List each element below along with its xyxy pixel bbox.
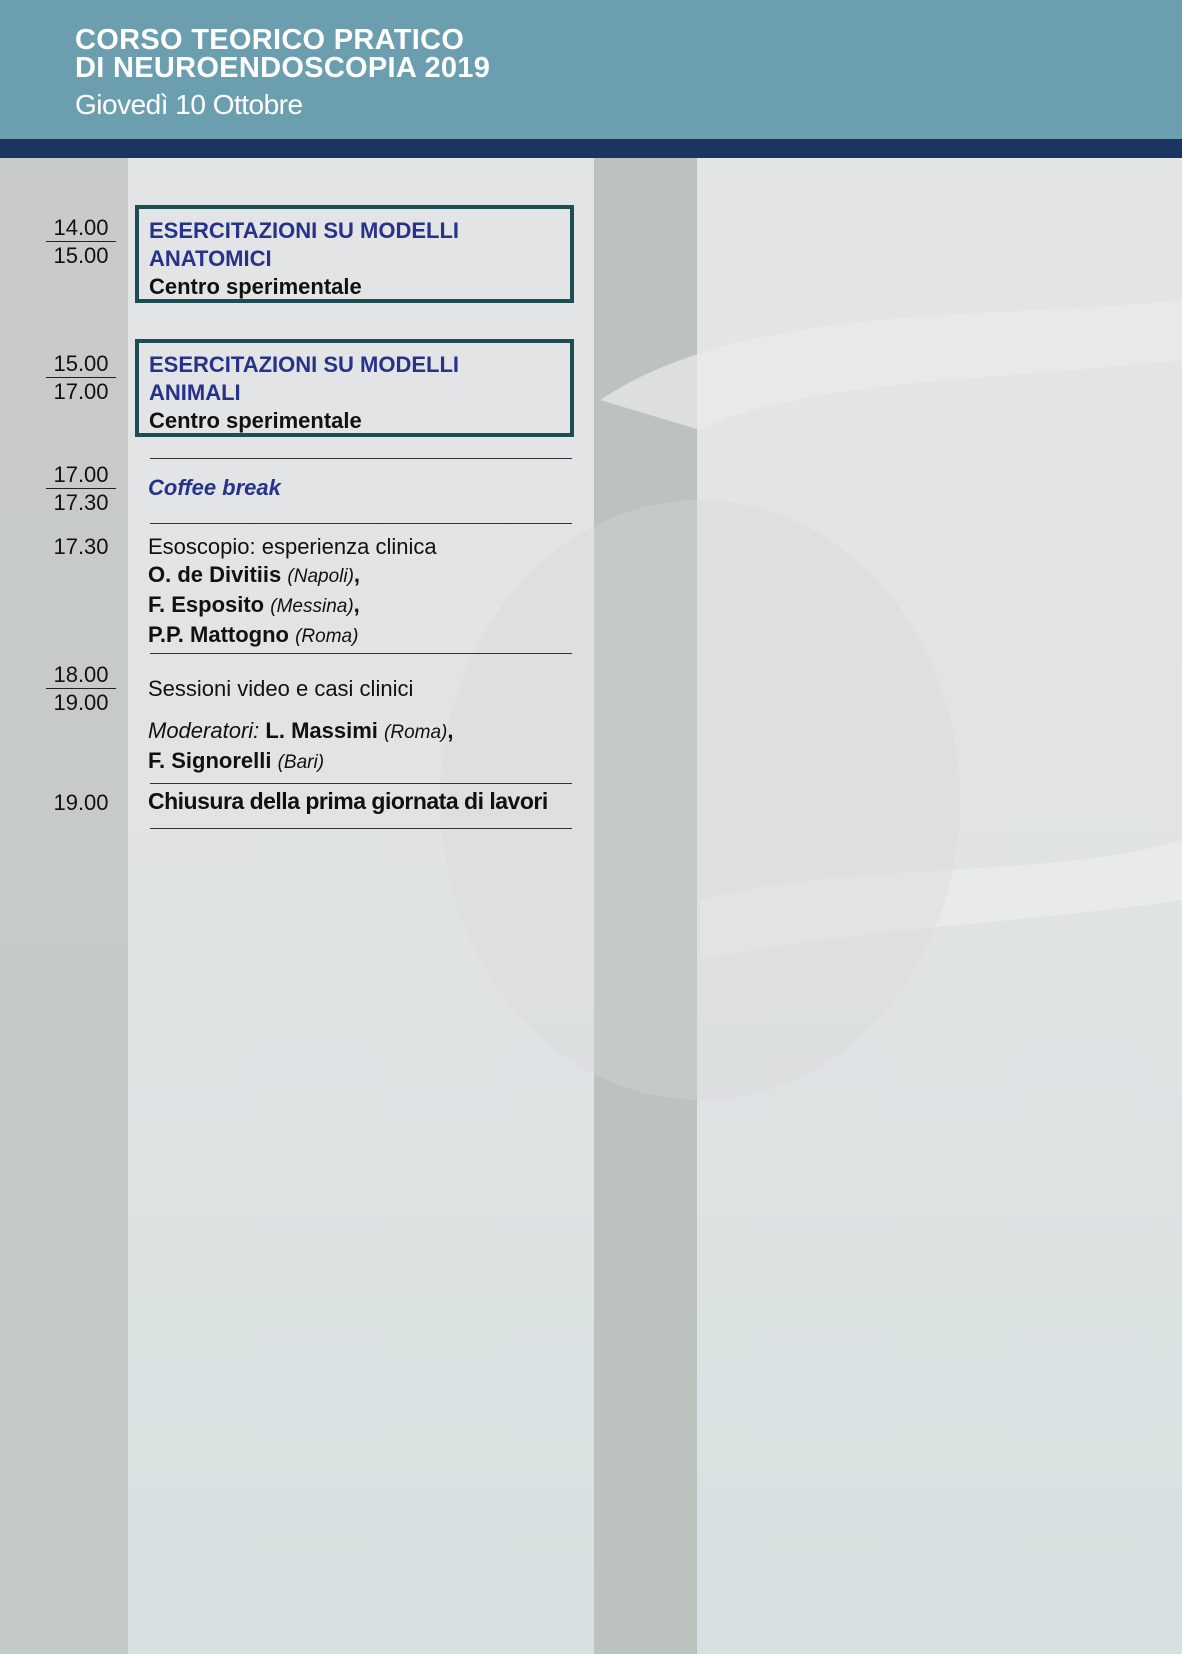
slot2-box	[135, 339, 574, 437]
divider	[150, 828, 572, 829]
slot4-start: 17.30	[53, 534, 109, 559]
header-divider-bar	[0, 139, 1182, 158]
slot3-title: Coffee break	[148, 475, 281, 500]
slot2-start: 15.00	[53, 351, 109, 376]
slot5-time	[46, 661, 116, 716]
slot4-entry	[148, 533, 437, 651]
slot3-end: 17.30	[46, 488, 116, 516]
slot2-end: 17.00	[46, 377, 116, 405]
slot1-box	[135, 205, 574, 303]
course-date: Giovedì 10 Ottobre	[75, 89, 303, 120]
slot2-location: Centro sperimentale	[149, 408, 362, 433]
slot1-end: 15.00	[46, 241, 116, 269]
slot1-title-line1: ESERCITAZIONI SU MODELLI	[149, 218, 460, 243]
moderator-name: L. Massimi	[265, 718, 378, 743]
moderator-city: (Bari)	[277, 752, 325, 773]
slot4-title: Esoscopio: esperienza clinica	[148, 534, 437, 559]
speaker-name: F. Esposito	[148, 592, 265, 617]
slot1-start: 14.00	[53, 215, 109, 240]
speaker-city: (Roma)	[295, 626, 359, 647]
divider	[150, 458, 572, 459]
slot6-title: Chiusura della prima giornata di lavori	[148, 788, 548, 814]
slot2-title-line2: ANIMALI	[149, 380, 241, 405]
slot5-end: 19.00	[46, 688, 116, 716]
speaker-city: (Messina)	[270, 596, 354, 617]
speaker-sep: ,	[353, 562, 361, 587]
slot2-title-line1: ESERCITAZIONI SU MODELLI	[149, 352, 460, 377]
moderator-name: F. Signorelli	[148, 748, 272, 773]
speaker-name: P.P. Mattogno	[148, 622, 289, 647]
divider	[150, 523, 572, 524]
divider	[150, 653, 572, 654]
speaker-city: (Napoli)	[287, 566, 354, 587]
slot5-moderators	[148, 717, 453, 777]
speaker-line	[148, 621, 437, 651]
slot6-time	[46, 789, 116, 816]
course-title-line1: CORSO TEORICO PRATICO	[75, 24, 465, 56]
slot1-title-line2: ANATOMICI	[149, 246, 272, 271]
moderator-line	[148, 747, 453, 777]
speaker-sep: ,	[353, 592, 360, 617]
slot2-time	[46, 350, 116, 405]
course-title-line2: DI NEUROENDOSCOPIA 2019	[75, 52, 491, 84]
moderator-city: (Roma)	[384, 722, 448, 743]
moderator-sep: ,	[447, 718, 454, 743]
moderator-line	[148, 717, 453, 747]
divider	[150, 783, 572, 784]
slot5-start: 18.00	[53, 662, 109, 687]
course-title	[75, 26, 490, 82]
slot3-start: 17.00	[53, 462, 109, 487]
slot1-time	[46, 214, 116, 269]
slot4-time	[46, 533, 116, 560]
moderators-label: Moderatori:	[148, 718, 260, 743]
speaker-line	[148, 591, 437, 621]
slot1-location: Centro sperimentale	[149, 274, 362, 299]
speaker-line	[148, 561, 437, 591]
header-band	[0, 0, 1182, 139]
slot5-title: Sessioni video e casi clinici	[148, 676, 414, 701]
speaker-name: O. de Divitiis	[148, 562, 282, 587]
slot3-time	[46, 461, 116, 516]
slot6-start: 19.00	[53, 790, 109, 815]
